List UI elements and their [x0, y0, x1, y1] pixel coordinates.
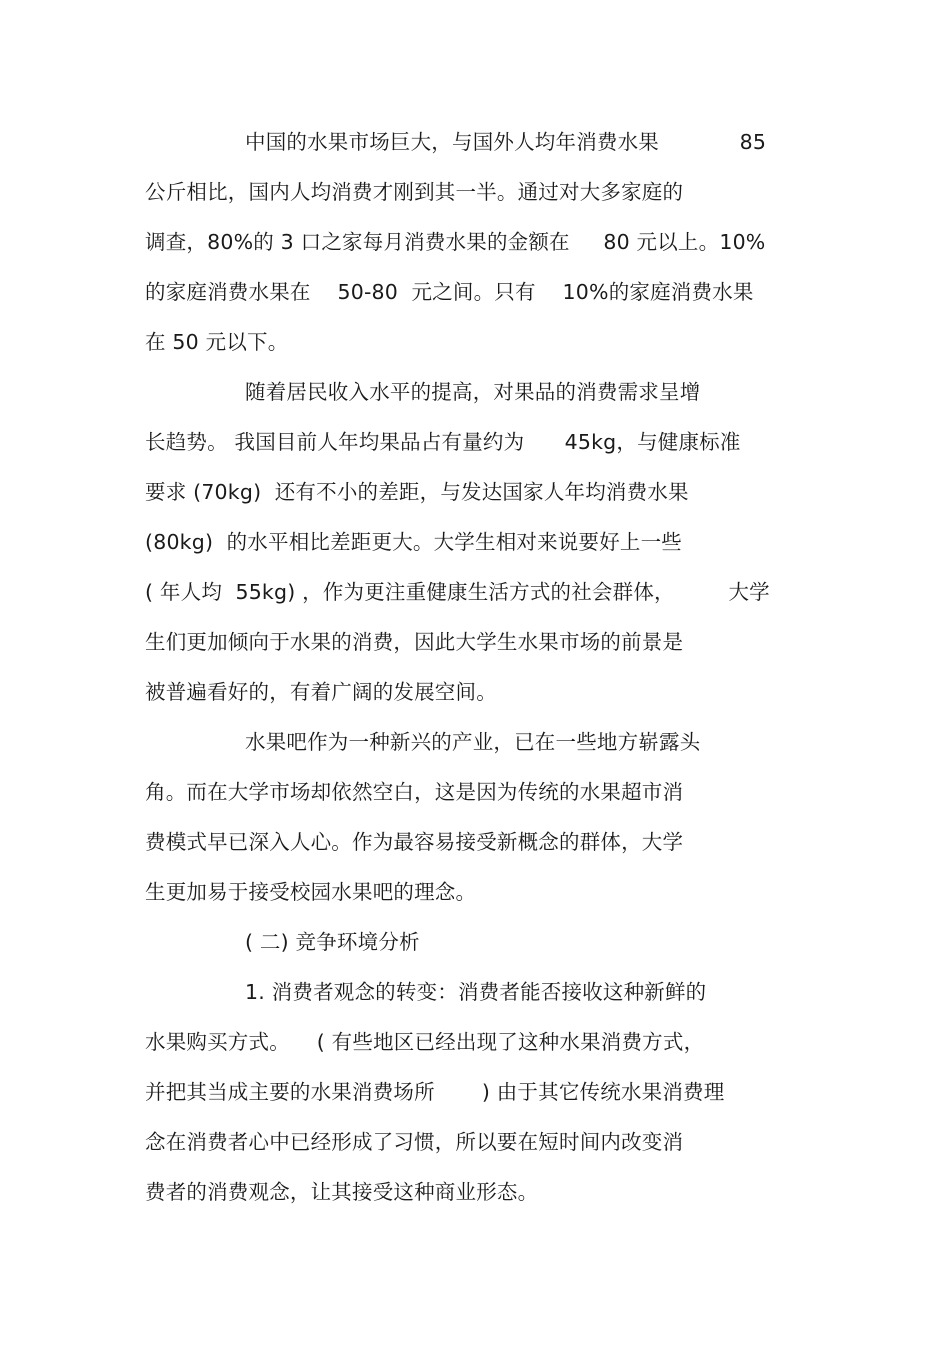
- paragraph-4-line-3: 并把其当成主要的水果消费场所 ) 由于其它传统水果消费理: [145, 1080, 725, 1104]
- paragraph-1-line-2: 公斤相比，国内人均消费才刚到其一半。通过对大多家庭的: [145, 180, 684, 204]
- paragraph-1-line-1: 中国的水果市场巨大，与国外人均年消费水果 85: [245, 130, 767, 154]
- paragraph-3-line-2: 角。而在大学市场却依然空白，这是因为传统的水果超市消: [145, 780, 684, 804]
- paragraph-4-line-2: 水果购买方式。 ( 有些地区已经出现了这种水果消费方式，: [145, 1030, 705, 1054]
- paragraph-2-line-4: (80kg) 的水平相比差距更大。大学生相对来说要好上一些: [145, 530, 682, 554]
- paragraph-2-line-3: 要求 (70kg) 还有不小的差距，与发达国家人年均消费水果: [145, 480, 689, 504]
- paragraph-4-line-5: 费者的消费观念，让其接受这种商业形态。: [145, 1180, 539, 1204]
- paragraph-3-line-4: 生更加易于接受校园水果吧的理念。: [145, 880, 477, 904]
- paragraph-2-line-7: 被普遍看好的，有着广阔的发展空间。: [145, 680, 497, 704]
- paragraph-1-line-4: 的家庭消费水果在 50-80 元之间。只有 10%的家庭消费水果: [145, 280, 754, 304]
- paragraph-3-line-3: 费模式早已深入人心。作为最容易接受新概念的群体，大学: [145, 830, 684, 854]
- paragraph-4-line-1: 1. 消费者观念的转变：消费者能否接收这种新鲜的: [245, 980, 707, 1004]
- paragraph-2-line-6: 生们更加倾向于水果的消费，因此大学生水果市场的前景是: [145, 630, 684, 654]
- paragraph-4-line-4: 念在消费者心中已经形成了习惯，所以要在短时间内改变消: [145, 1130, 684, 1154]
- section-heading: ( 二) 竞争环境分析: [245, 930, 420, 954]
- paragraph-2-line-1: 随着居民收入水平的提高，对果品的消费需求呈增: [245, 380, 701, 404]
- paragraph-3-line-1: 水果吧作为一种新兴的产业，已在一些地方崭露头: [245, 730, 701, 754]
- paragraph-1-line-3: 调查，80%的 3 口之家每月消费水果的金额在 80 元以上。10%: [145, 230, 766, 254]
- paragraph-2-line-5: ( 年人均 55kg) ，作为更注重健康生活方式的社会群体， 大学: [145, 580, 770, 604]
- paragraph-1-line-5: 在 50 元以下。: [145, 330, 289, 354]
- paragraph-2-line-2: 长趋势。 我国目前人年均果品占有量约为 45kg，与健康标准: [145, 430, 741, 454]
